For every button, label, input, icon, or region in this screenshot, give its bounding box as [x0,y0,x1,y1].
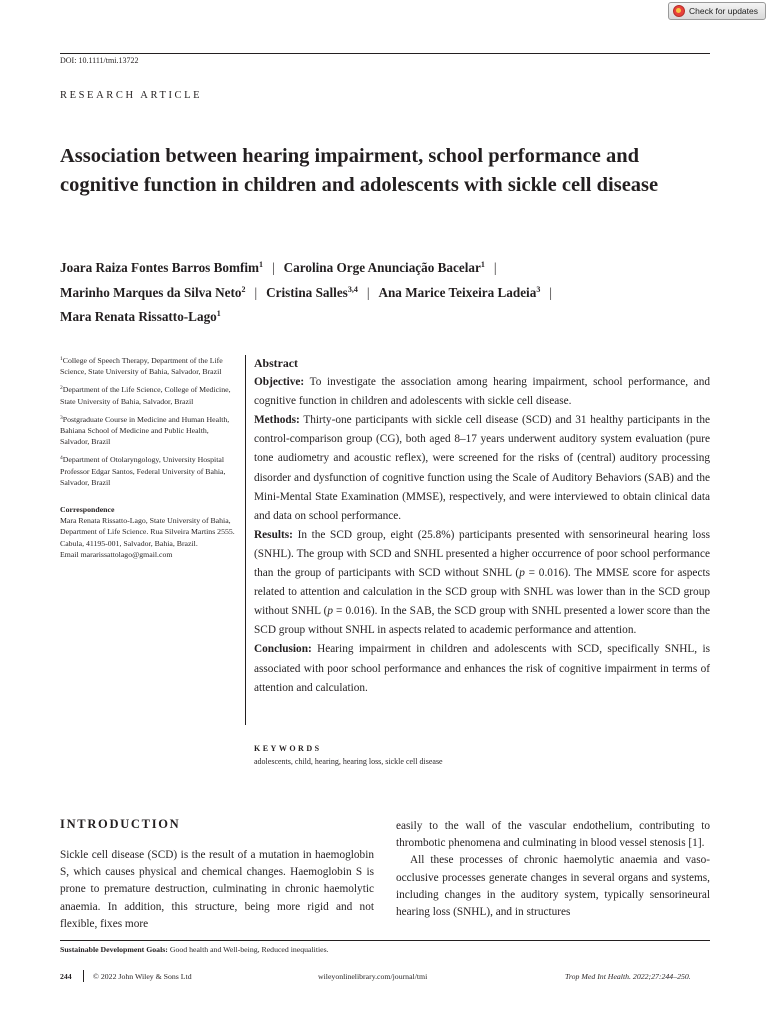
correspondence-text: Mara Renata Rissatto-Lago, State University of Bahia, Department of Life Science. Rua Silveira Martins 2555. Cabula, 41195-001, Salvador, Bahia, Brazil. Email mararissattolago@gmail.com [60,516,235,559]
crossmark-icon [673,5,685,17]
copyright: © 2022 John Wiley & Sons Ltd [93,972,192,981]
body-column-left [60,847,374,933]
abstract-heading: Abstract [254,356,298,370]
affiliation: $^1$College of Speech Therapy, Department of the Life Science, State University of Bahia, Salvador, Brazil [60,356,223,377]
author-list [60,256,710,330]
check-for-updates-label: Check for updates [689,6,758,16]
doi: DOI: 10.1111/tmi.13722 [60,56,139,65]
introduction-heading: INTRODUCTION [60,817,181,831]
sustainable-development-goals: Sustainable Development Goals: Good health and Well-being, Reduced inequalities. [60,945,329,954]
journal-url[interactable]: wileyonlinelibrary.com/journal/tmi [318,972,428,981]
journal-citation: Trop Med Int Health. 2022;27:244–250. [565,972,691,981]
body-column-right [396,818,710,921]
abstract-results: Results: In the SCD group, eight (25.8%) participants presented with sensorineural hearing loss (SNHL). The group with SCD and SNHL presented a higher occurrence of poor school performance than the group of participants with SCD without SNHL (p = 0.016). The MMSE score for aspects related to attention and calculation in the SCD group with SNHL was lower than in the SCD group without SNHL (p = 0.016). In the SAB, the SCD group with SNHL presented a lower score than the SCD group without SNHL in aspects related to academic performance and attention. [254,528,710,637]
body-paragraph: easily to the wall of the vascular endothelium, contributing to thrombotic phenomena and culminating in blood vessel stenosis [1]. [396,820,710,850]
author-separator: | [549,284,552,300]
affiliation: $^3$Postgraduate Course in Medicine and Human Health, Bahiana School of Medicine and Public Health, Salvador, Brazil [60,414,230,447]
author-separator: | [366,284,370,300]
abstract-conclusion: Conclusion: Hearing impairment in children and adolescents with SCD, specifically SNHL, is associated with poor school performance and enhances the risk of cognitive impairment in terms of attention and calculation. [254,643,710,694]
header-rule [60,53,710,54]
author[interactable]: Joara Raiza Fontes Barros Bomfim$^1$ [60,260,264,275]
author[interactable]: Carolina Orge Anunciação Bacelar$^1$ [283,260,485,275]
abstract-divider [245,355,246,725]
author[interactable]: Marinho Marques da Silva Neto$^2$ [60,284,246,300]
author[interactable]: Mara Renata Rissatto-Lago$^1$ [60,309,221,324]
page-number: 244 [60,972,72,981]
keywords-list: adolescents, child, hearing, hearing loss, sickle cell disease [254,757,443,766]
sdg-rule [60,940,710,941]
check-for-updates-button[interactable] [668,2,766,20]
abstract-methods: Methods: Thirty-one participants with sickle cell disease (SCD) and 31 healthy participants in the control-comparison group (CG), both aged 8–17 years underwent auditory system evaluation (pure tone audiometry and acoustic reflex), were screened for the risks of (central) auditory processing disorder and dysfunction of cognitive function using the Scale of Auditory Behaviors (SAB) and the Mini-Mental State Examination (MMSE), respectively, and were interviewed to obtain clinical data and data on school performance. [254,414,710,522]
author[interactable]: Ana Marice Teixeira Ladeia$^3$ [378,284,541,300]
affiliations [60,355,240,560]
abstract-objective: Objective: To investigate the association among hearing impairment, school performance, and cognitive function in children and adolescents with sickle cell disease. [254,376,710,408]
author-separator: | [272,260,275,275]
author-separator: | [493,260,497,275]
affiliation: $^2$Department of the Life Science, College of Medicine, State University of Bahia, Salvador, Brazil [60,385,231,406]
correspondence-email[interactable]: Email mararissattolago@gmail.com [60,549,173,559]
article-title: Association between hearing impairment, school performance and cognitive function in children and adolescents with sickle cell disease [60,145,659,196]
article-type: RESEARCH ARTICLE [60,90,203,101]
body-paragraph: All these processes of chronic haemolytic anaemia and vaso-occlusive processes generate changes in several organs and systems, including changes in the auditory system, typically sensorineural hearing loss (SNHL), and in structures [396,854,710,919]
author[interactable]: Cristina Salles$^{3,4}$ [266,284,358,300]
keywords-heading: KEYWORDS [254,744,322,753]
footer-separator [83,970,84,982]
affiliation: $^4$Department of Otolaryngology, University Hospital Professor Edgar Santos, Federal University of Bahia, Salvador, Brazil [60,455,226,487]
correspondence-heading: Correspondence [60,505,115,515]
abstract [254,354,710,698]
body-paragraph: Sickle cell disease (SCD) is the result of a mutation in haemoglobin S, which causes physical and chemical changes. Haemoglobin S is prone to premature destruction, culminating in chronic haemolytic anaemia. In addition, this structure, being more rigid and not flexible, fixes more [60,849,374,930]
author-separator: | [254,284,258,300]
